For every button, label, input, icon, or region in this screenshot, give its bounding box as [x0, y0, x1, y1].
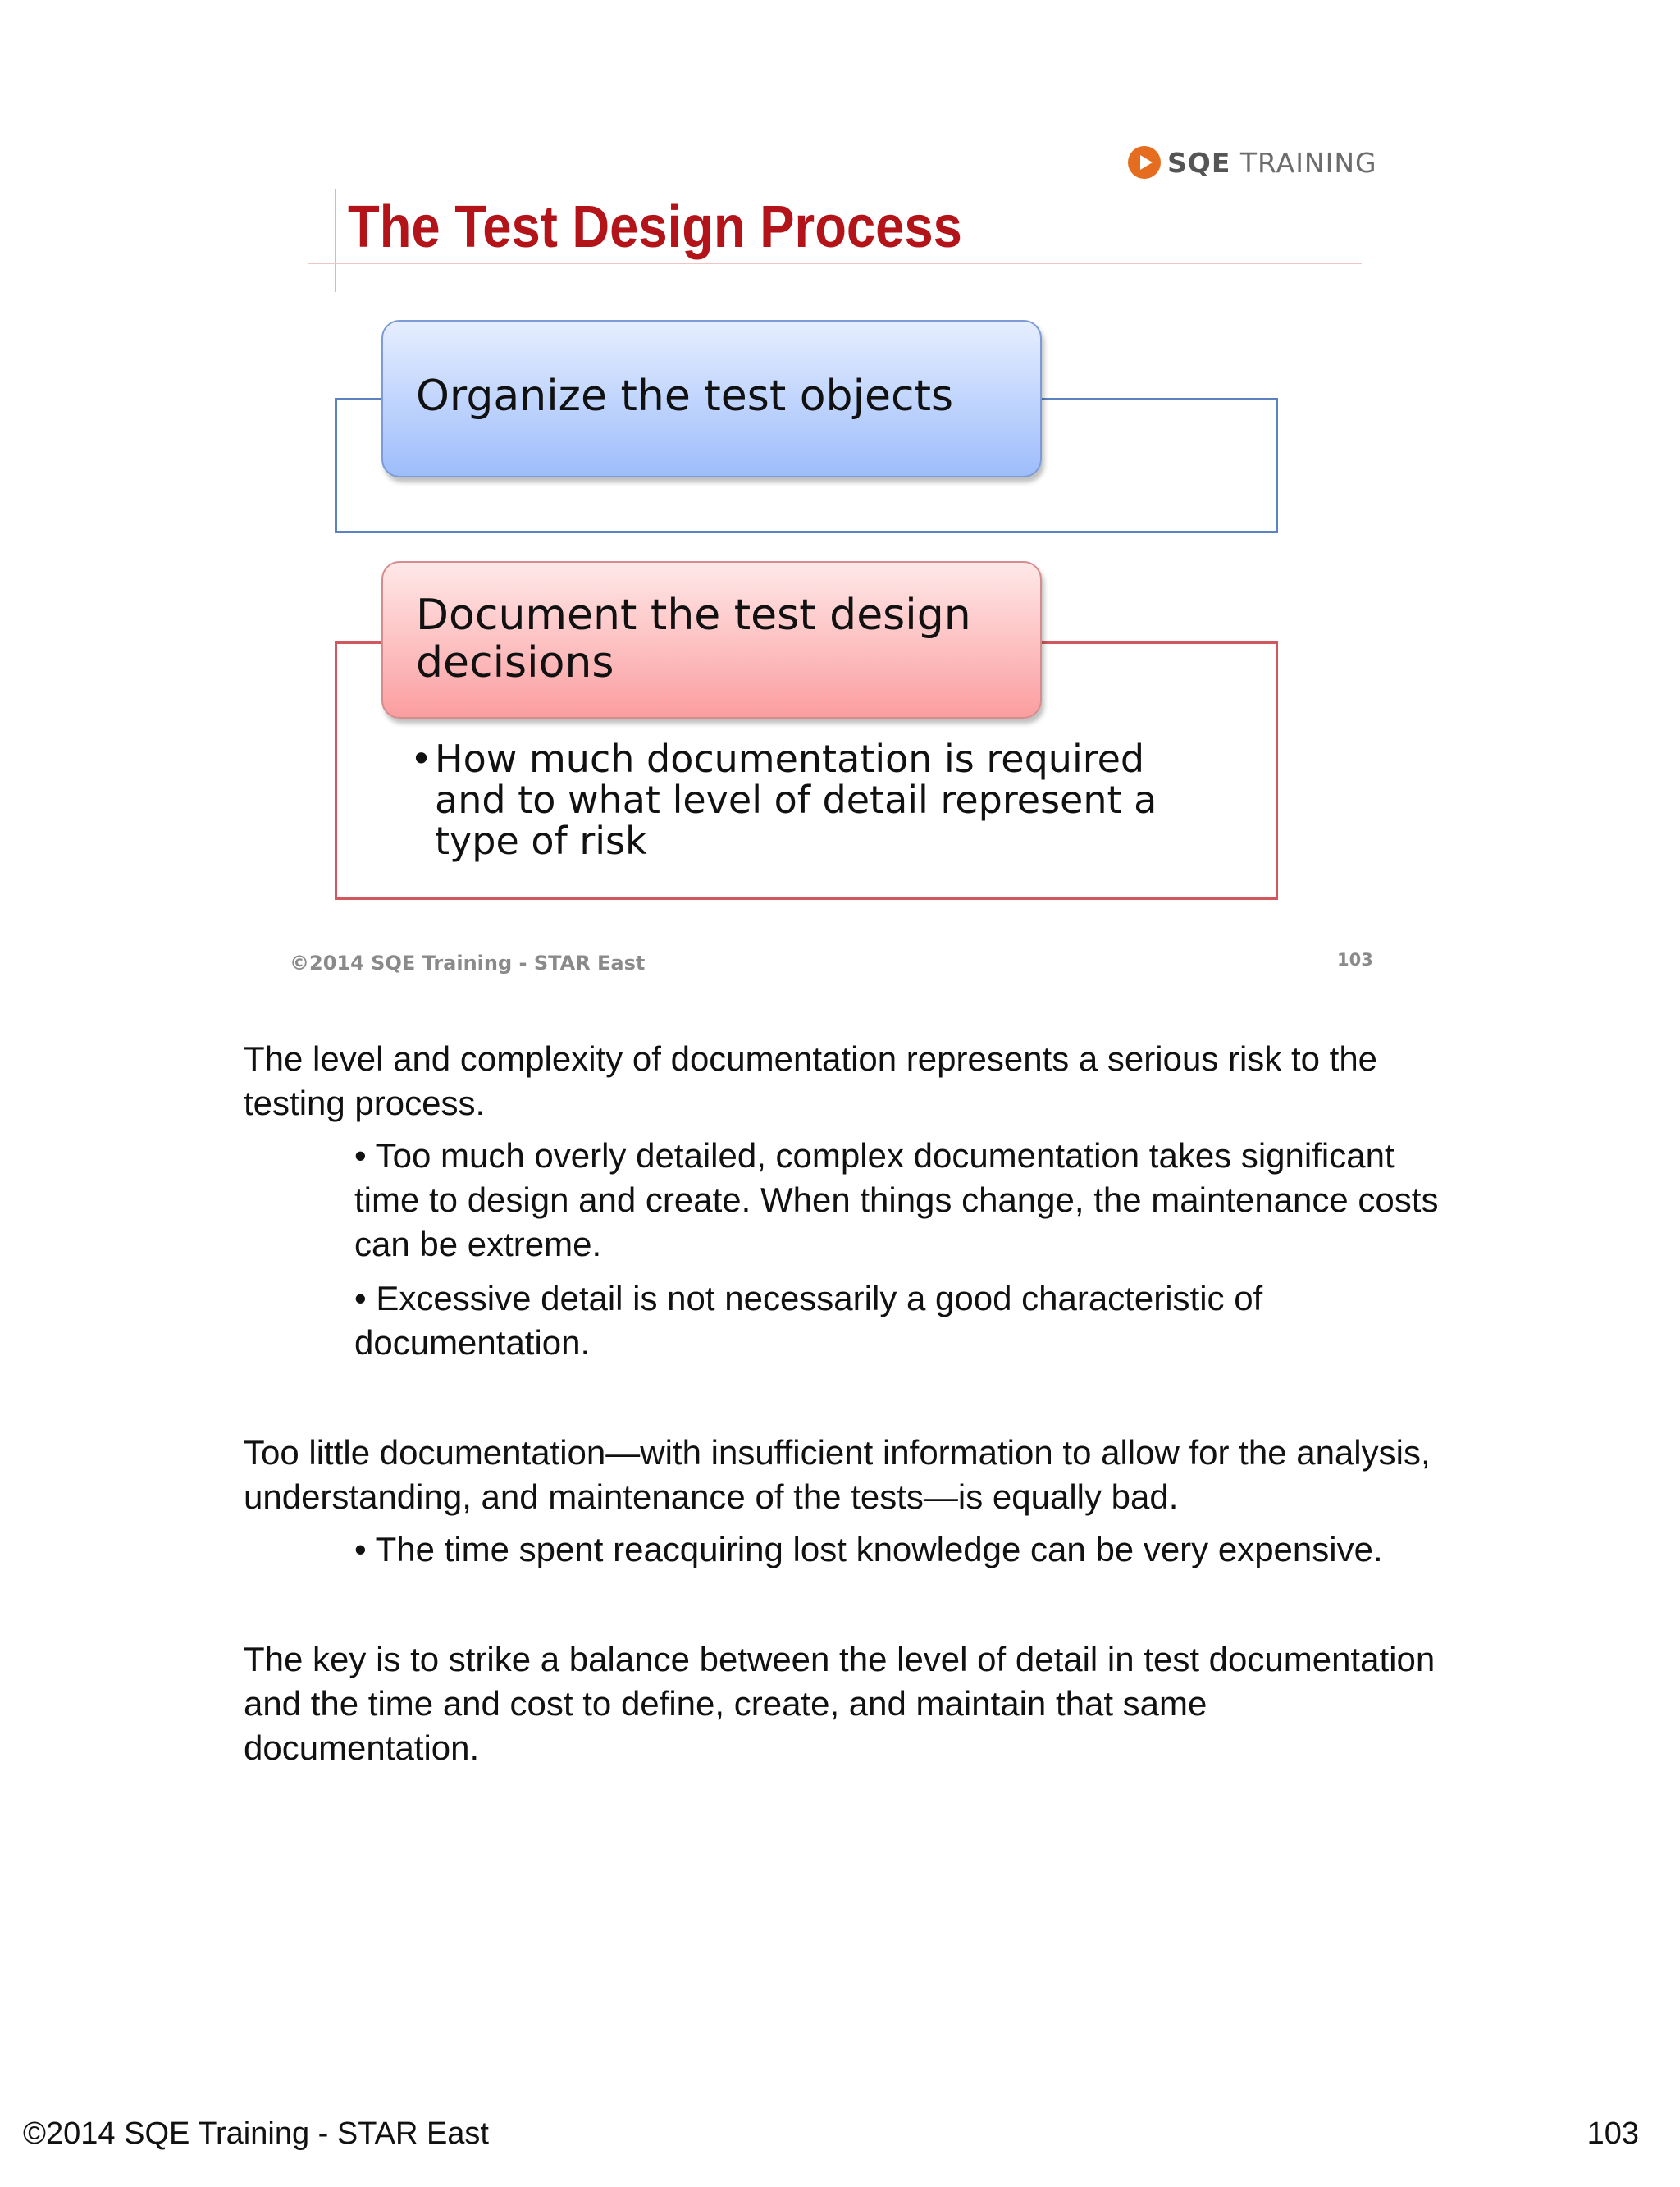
sqe-training-logo: [1128, 146, 1377, 179]
notes-bullet: • Too much overly detailed, complex documentation takes significant time to design and create. When things change, the maintenance costs can be extreme.: [354, 1134, 1441, 1267]
notes-paragraph: The key is to strike a balance between the level of detail in test documentation and the time and cost to define, create, and maintain that same documentation.: [244, 1640, 1436, 1767]
notes-bullet-list: [244, 1527, 1441, 1572]
notes-bullet-list: [244, 1134, 1441, 1365]
step1-box: Organize the test objects: [381, 320, 1042, 477]
notes-paragraph: The level and complexity of documentation represents a serious risk to the testing process.: [244, 1039, 1378, 1122]
slide-image: [279, 131, 1411, 1001]
slide-page-number: 103: [1337, 950, 1373, 970]
step2-box: Document the test design decisions: [381, 561, 1042, 719]
page-number: 103: [1586, 2116, 1639, 2151]
notes-bullet: • The time spent reacquiring lost knowledge can be very expensive.: [354, 1527, 1441, 1572]
logo-text: SQE TRAINING: [1167, 146, 1377, 179]
play-icon: [1128, 146, 1161, 179]
page-footer: ©2014 SQE Training - STAR East: [23, 2116, 489, 2151]
slide-title: The Test Design Process: [348, 194, 962, 260]
speaker-notes: [244, 1037, 1441, 1770]
notes-paragraph: Too little documentation—with insufficient information to allow for the analysis, understanding, and maintenance of the tests—is equally bad.: [244, 1433, 1431, 1516]
step2-bullet: • How much documentation is required and to what level of detail represent a type of risk: [410, 738, 1198, 861]
title-divider-horizontal: [308, 263, 1362, 264]
notes-bullet: • Excessive detail is not necessarily a good characteristic of documentation.: [354, 1276, 1441, 1365]
title-divider-vertical: [335, 189, 336, 292]
slide-footer: ©2014 SQE Training - STAR East: [290, 952, 646, 975]
